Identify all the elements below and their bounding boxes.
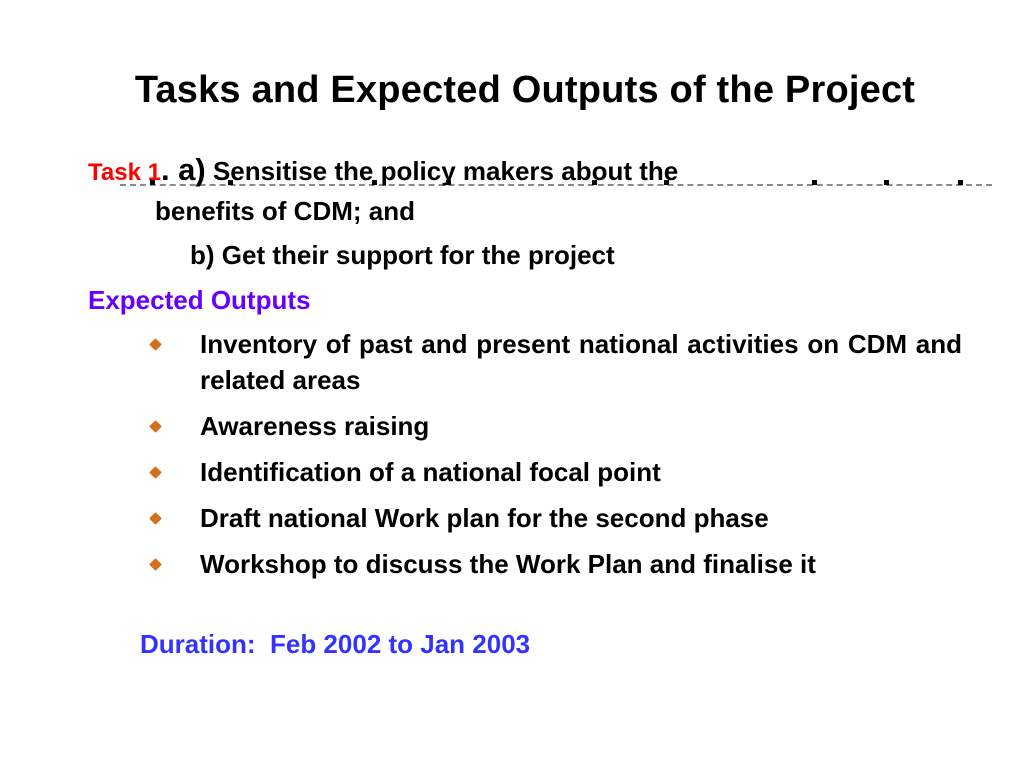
output-item-text: Draft national Work plan for the second phase (200, 503, 769, 533)
dot-mark (884, 180, 889, 185)
output-item-text: Inventory of past and present national activities on CDM and related areas (200, 329, 962, 395)
dot-mark (812, 180, 817, 185)
output-item (140, 326, 962, 398)
output-item (140, 408, 962, 444)
output-item (140, 454, 962, 490)
task-a-continuation: benefits of CDM; and (155, 196, 415, 226)
output-item-text: Identification of a national focal point (200, 457, 661, 487)
output-item-text: Workshop to discuss the Work Plan and finalise it (200, 549, 816, 579)
duration-text: Duration: Feb 2002 to Jan 2003 (140, 629, 531, 659)
task-a-text: Sensitise the policy makers about the (205, 156, 679, 186)
task-1-line (88, 150, 678, 193)
task-a-prefix: . a) (160, 152, 206, 187)
diamond-bullet-icon (149, 512, 162, 525)
task-b-text: b) Get their support for the project (190, 240, 615, 270)
slide-title: Tasks and Expected Outputs of the Project (134, 69, 916, 111)
expected-outputs-heading: Expected Outputs (88, 285, 311, 315)
diamond-bullet-icon (149, 338, 162, 351)
output-item-text: Awareness raising (200, 411, 430, 441)
dot-mark (958, 180, 963, 185)
diamond-bullet-icon (149, 420, 162, 433)
output-item (140, 500, 962, 536)
task-label: Task 1 (88, 159, 161, 186)
output-item (140, 546, 962, 582)
expected-outputs-list (140, 326, 962, 592)
diamond-bullet-icon (149, 558, 162, 571)
diamond-bullet-icon (149, 466, 162, 479)
